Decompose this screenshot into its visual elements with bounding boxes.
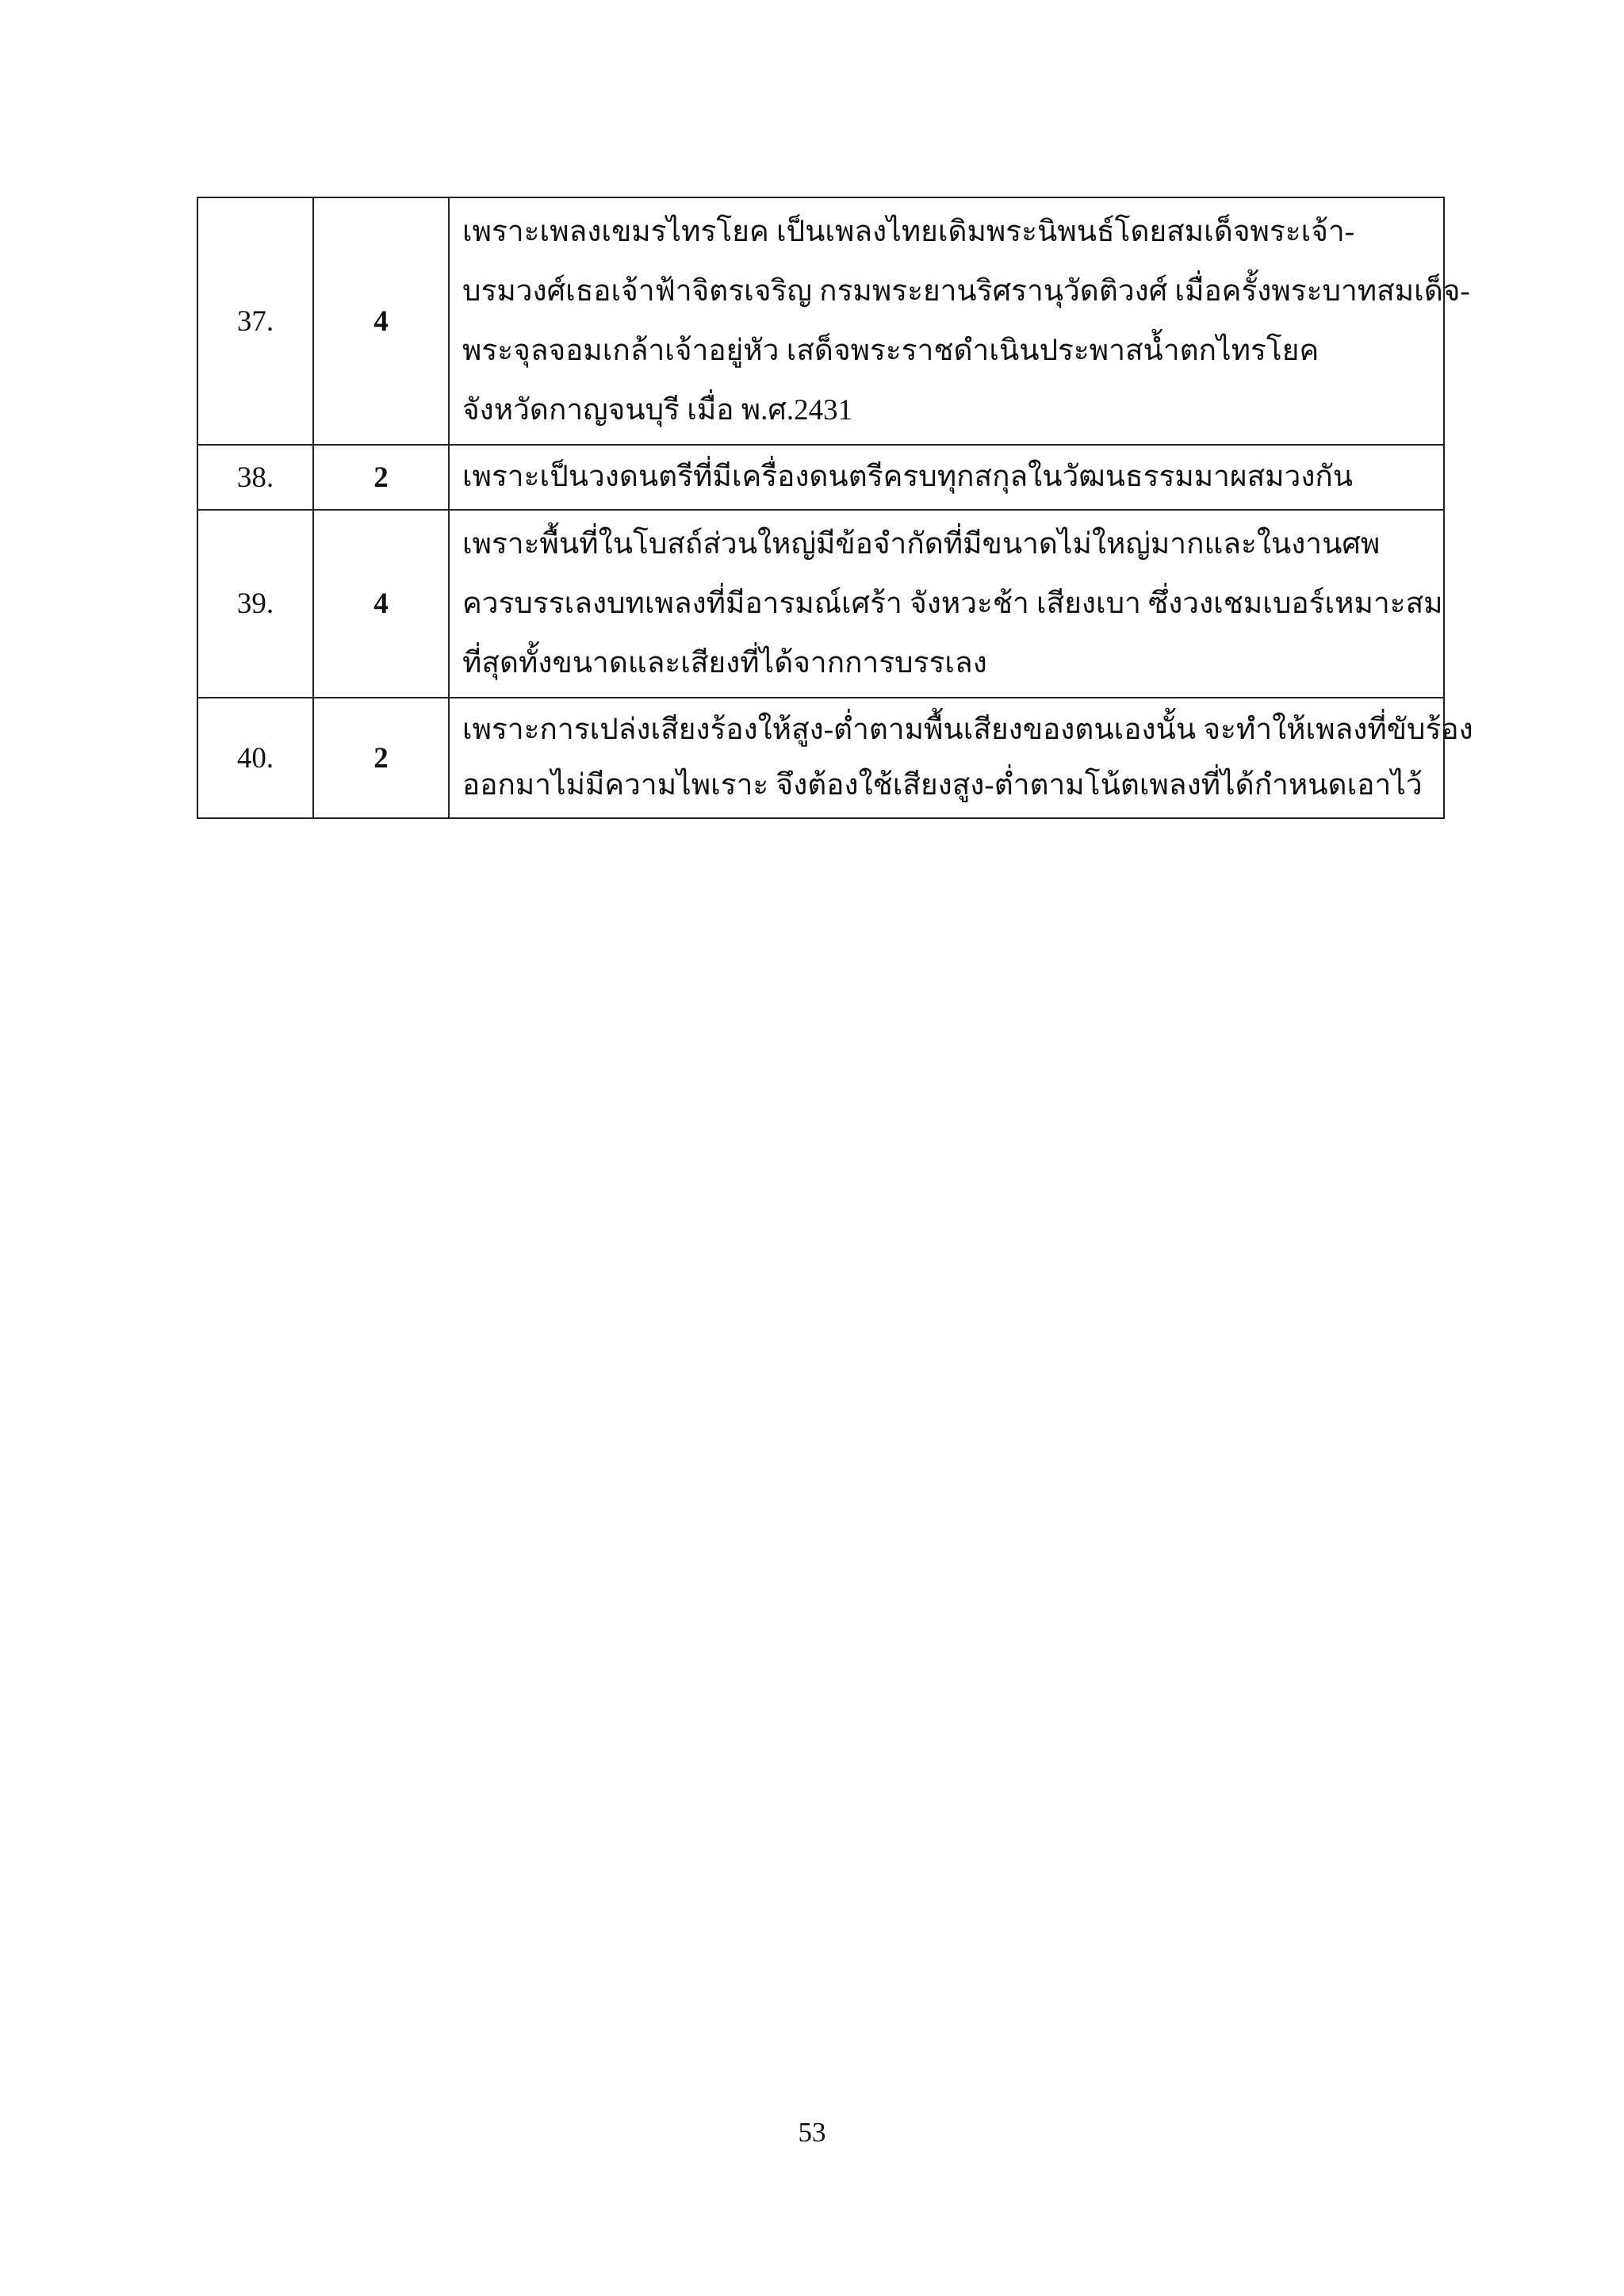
answer-key-table bbox=[197, 197, 1473, 819]
table-row bbox=[197, 698, 1444, 818]
reason-line: เพราะเป็นวงดนตรีที่มีเครื่องดนตรีครบทุกสกุลในวัฒนธรรมมาผสมวงกัน bbox=[462, 461, 1354, 493]
reason-line: เพราะการเปล่งเสียงร้องให้สูง-ต่ำตามพื้นเสียงของตนเองนั้น จะทำให้เพลงที่ขับร้อง bbox=[462, 714, 1473, 746]
answer-choice: 4 bbox=[313, 197, 449, 445]
reason-line: เพราะเพลงเขมรไทรโยค เป็นเพลงไทยเดิมพระนิพนธ์โดยสมเด็จพระเจ้า- bbox=[462, 216, 1355, 248]
answer-choice: 2 bbox=[313, 445, 449, 510]
reason-text bbox=[449, 510, 1444, 698]
table-row bbox=[197, 445, 1444, 510]
page-number: 53 bbox=[798, 2117, 826, 2148]
reason-line: ควรบรรเลงบทเพลงที่มีอารมณ์เศร้า จังหวะช้า เสียงเบา ซึ่งวงเชมเบอร์เหมาะสม bbox=[462, 587, 1443, 620]
reason-line: เพราะพื้นที่ในโบสถ์ส่วนใหญ่มีข้อจำกัดที่มีขนาดไม่ใหญ่มากและในงานศพ bbox=[462, 528, 1381, 561]
table-row bbox=[197, 197, 1444, 445]
answer-choice: 2 bbox=[313, 698, 449, 818]
reason-line: จังหวัดกาญจนบุรี เมื่อ พ.ศ.2431 bbox=[462, 394, 853, 427]
table-row bbox=[197, 510, 1444, 698]
question-number: 40. bbox=[197, 698, 313, 818]
question-number: 37. bbox=[197, 197, 313, 445]
reason-line: พระจุลจอมเกล้าเจ้าอยู่หัว เสด็จพระราชดำเนินประพาสน้ำตกไทรโยค bbox=[462, 335, 1320, 367]
reason-text bbox=[449, 445, 1444, 510]
reason-text bbox=[449, 698, 1473, 818]
reason-line: ออกมาไม่มีความไพเราะ จึงต้องใช้เสียงสูง-ต่ำตามโน้ตเพลงที่ได้กำหนดเอาไว้ bbox=[462, 769, 1423, 802]
reason-text bbox=[449, 197, 1470, 445]
question-number: 39. bbox=[197, 510, 313, 698]
question-number: 38. bbox=[197, 445, 313, 510]
answer-choice: 4 bbox=[313, 510, 449, 698]
reason-line: บรมวงศ์เธอเจ้าฟ้าจิตรเจริญ กรมพระยานริศรานุวัดติวงศ์ เมื่อครั้งพระบาทสมเด็จ- bbox=[462, 275, 1470, 308]
reason-line: ที่สุดทั้งขนาดและเสียงที่ได้จากการบรรเลง bbox=[462, 647, 987, 679]
